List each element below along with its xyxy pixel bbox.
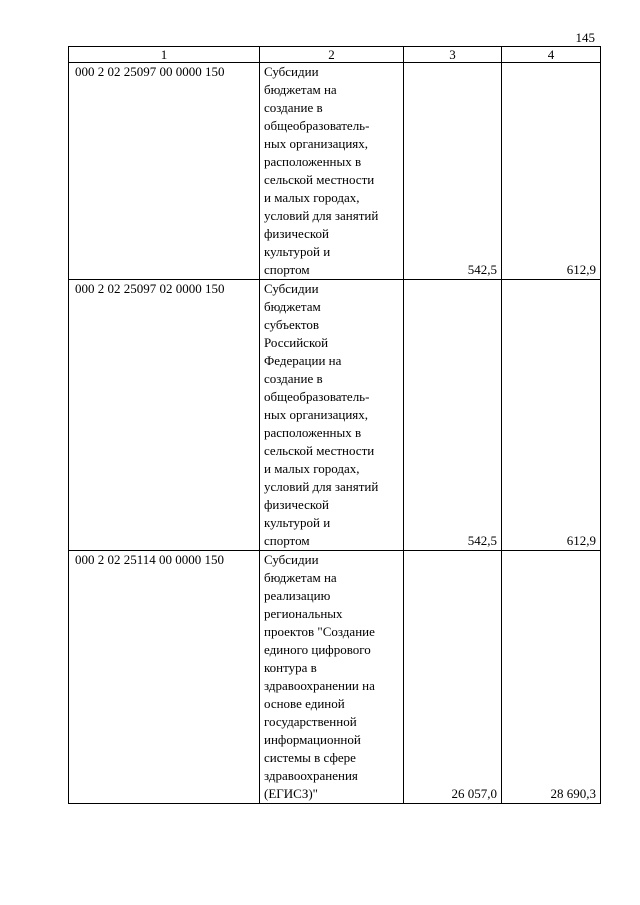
budget-code: 000 2 02 25097 02 0000 150 [69,280,260,551]
value-column-4: 612,9 [502,63,601,280]
table-row [69,63,601,280]
column-header-2: 2 [260,47,404,63]
value-column-4: 28 690,3 [502,551,601,804]
page-number: 145 [575,30,595,45]
value-column-3: 26 057,0 [404,551,502,804]
item-name: Субсидии бюджетам на создание в общеобразователь- ных организациях, расположенных в сельской местности и малых городах, условий для занятий физической культурой и спортом [260,63,404,280]
value-column-3: 542,5 [404,63,502,280]
column-header-3: 3 [404,47,502,63]
budget-code: 000 2 02 25114 00 0000 150 [69,551,260,804]
header-row [69,47,601,63]
table-row [69,551,601,804]
value-column-3: 542,5 [404,280,502,551]
item-name: Субсидии бюджетам субъектов Российской Федерации на создание в общеобразователь- ных организациях, расположенных в сельской местности и малых городах, условий для занятий физической культурой и спортом [260,280,404,551]
column-header-1: 1 [69,47,260,63]
column-header-4: 4 [502,47,601,63]
value-column-4: 612,9 [502,280,601,551]
budget-table [68,46,601,804]
item-name: Субсидии бюджетам на реализацию региональных проектов "Создание единого цифрового контура в здравоохранении на основе единой государственной информационной системы в сфере здравоохранения (ЕГИСЗ)" [260,551,404,804]
budget-code: 000 2 02 25097 00 0000 150 [69,63,260,280]
table-row [69,280,601,551]
